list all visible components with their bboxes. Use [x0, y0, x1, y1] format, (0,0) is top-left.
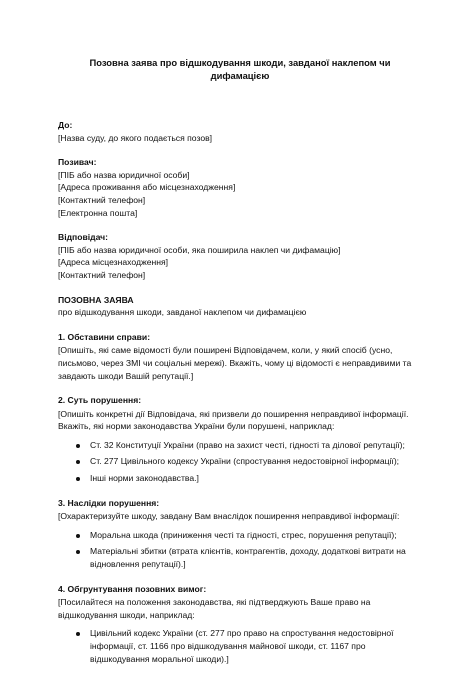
- defendant-phone-placeholder: [Контактний телефон]: [58, 269, 146, 280]
- plaintiff-name-placeholder: [ПІБ або назва юридичної особи]: [58, 169, 190, 180]
- section-consequences: [58, 497, 422, 571]
- defendant-address-placeholder: [Адреса місцезнаходження]: [58, 257, 169, 268]
- section-violation: [58, 394, 422, 485]
- list-item: Матеріальні збитки (втрата клієнтів, контрагентів, доходу, додаткові витрати на відновлення репутації).]: [90, 545, 422, 570]
- document-title: Позовна заява про відшкодування шкоди, завданої наклепом чи дифамацією: [89, 57, 391, 81]
- section-justification: [58, 583, 422, 666]
- court-name-placeholder: [Назва суду, до якого подається позов]: [58, 132, 213, 143]
- plaintiff-email-placeholder: [Електронна пошта]: [58, 207, 138, 218]
- section-text: [Опишіть конкретні дії Відповідача, які призвели до поширення неправдивої інформації. Вкажіть, які норми законодавства України були порушені, наприклад:: [58, 408, 409, 432]
- list-item: Ст. 32 Конституції України (право на захист честі, гідності та ділової репутації);: [90, 439, 422, 452]
- list-item: Моральна шкода (приниження честі та гідності, стрес, порушення репутації);: [90, 529, 422, 542]
- claim-heading: ПОЗОВНА ЗАЯВА: [58, 294, 134, 305]
- section-text: [Опишіть, які саме відомості були поширені Відповідачем, коли, у який спосіб (усно, письмово, через ЗМІ чи соціальні мережі). Вкажіть, чому ці відомості є неправдивими та завдають шкоди Вашій репутації.]: [58, 345, 412, 381]
- defendant-label: Відповідач:: [58, 232, 109, 243]
- plaintiff-address-placeholder: [Адреса проживання або місцезнаходження]: [58, 182, 236, 193]
- section-heading: 1. Обставини справи:: [58, 331, 151, 342]
- plaintiff-phone-placeholder: [Контактний телефон]: [58, 194, 146, 205]
- section-heading: 4. Обгрунтування позовних вимог:: [58, 583, 207, 594]
- plaintiff-block: [58, 156, 422, 219]
- claim-heading-block: [58, 294, 422, 319]
- claim-subheading: про відшкодування шкоди, завданої наклепом чи дифамацією: [58, 307, 307, 318]
- bullet-list: [58, 439, 422, 485]
- recipient-block: [58, 119, 422, 144]
- list-item: Інші норми законодавства.]: [90, 472, 422, 485]
- section-text: [Охарактеризуйте шкоду, завдану Вам внаслідок поширення неправдивої інформації:: [58, 511, 400, 522]
- list-item: Цивільний кодекс України (ст. 277 про право на спростування недостовірної інформації, ст. 1166 про відшкодування майнової шкоди, ст. 1167 про відшкодування моральної шкоди).]: [90, 627, 422, 665]
- bullet-list: [58, 627, 422, 665]
- section-circumstances: [58, 331, 422, 382]
- recipient-label: До:: [58, 120, 73, 130]
- section-heading: 2. Суть порушення:: [58, 395, 142, 406]
- plaintiff-label: Позивач:: [58, 157, 97, 168]
- list-item: Ст. 277 Цивільного кодексу України (спростування недостовірної інформації);: [90, 455, 422, 468]
- defendant-block: [58, 231, 422, 281]
- bullet-list: [58, 529, 422, 571]
- defendant-name-placeholder: [ПІБ або назва юридичної особи, яка поширила наклеп чи дифамацію]: [58, 244, 341, 255]
- document-page: [58, 56, 422, 677]
- section-heading: 3. Наслідки порушення:: [58, 497, 160, 508]
- section-text: [Посилайтеся на положення законодавства, які підтверджують Ваше право на відшкодування шкоди, наприклад:: [58, 597, 371, 620]
